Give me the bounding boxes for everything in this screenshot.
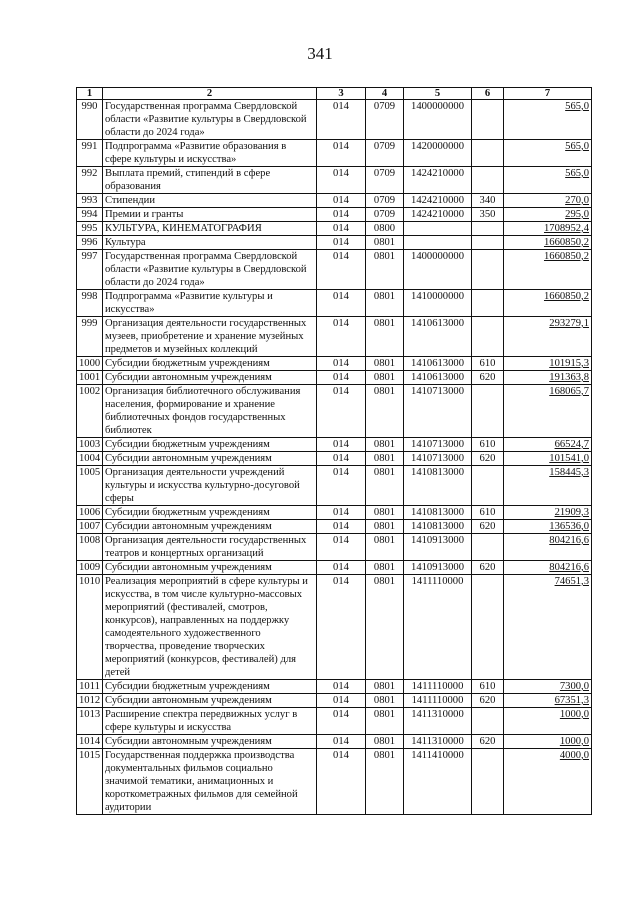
- row-number-cell: 995: [77, 222, 103, 236]
- row-name-cell: Стипендии: [103, 194, 317, 208]
- row-section-cell: 0801: [366, 561, 404, 575]
- row-code-cell: 014: [317, 575, 366, 680]
- row-amount-cell: [504, 520, 592, 534]
- row-amount-value: 1660850,2: [543, 237, 589, 248]
- table-row: [77, 100, 592, 140]
- row-amount-cell: [504, 194, 592, 208]
- row-name-cell: Государственная поддержка производства документальных фильмов социально значимой тематики, анимационных и короткометражных фильмов для семейной аудитории: [103, 749, 317, 815]
- table-row: [77, 140, 592, 167]
- row-code-cell: 014: [317, 452, 366, 466]
- row-amount-value: 565,0: [565, 101, 589, 112]
- table-row: [77, 735, 592, 749]
- table-row: [77, 680, 592, 694]
- row-number-cell: 993: [77, 194, 103, 208]
- row-amount-cell: [504, 506, 592, 520]
- row-target-cell: [404, 236, 472, 250]
- table-row: [77, 534, 592, 561]
- row-amount-cell: [504, 208, 592, 222]
- table-row: [77, 290, 592, 317]
- table-row: [77, 575, 592, 680]
- row-amount-value: 74651,3: [554, 576, 589, 587]
- row-name-cell: Организация деятельности государственных театров и концертных организаций: [103, 534, 317, 561]
- row-expense-type-cell: [472, 250, 504, 290]
- row-code-cell: 014: [317, 534, 366, 561]
- row-amount-value: 1000,0: [559, 709, 589, 720]
- row-section-cell: 0709: [366, 140, 404, 167]
- table-row: [77, 317, 592, 357]
- row-amount-value: 565,0: [565, 141, 589, 152]
- row-section-cell: 0709: [366, 167, 404, 194]
- row-target-cell: 1400000000: [404, 100, 472, 140]
- row-name-cell: Субсидии автономным учреждениям: [103, 561, 317, 575]
- row-number-cell: 991: [77, 140, 103, 167]
- row-code-cell: 014: [317, 735, 366, 749]
- row-number-cell: 1002: [77, 385, 103, 438]
- row-amount-cell: [504, 167, 592, 194]
- row-code-cell: 014: [317, 371, 366, 385]
- row-amount-value: 191363,8: [549, 372, 589, 383]
- row-expense-type-cell: 620: [472, 735, 504, 749]
- row-target-cell: 1410613000: [404, 371, 472, 385]
- row-target-cell: 1411310000: [404, 708, 472, 735]
- row-section-cell: 0801: [366, 317, 404, 357]
- row-amount-cell: [504, 371, 592, 385]
- row-expense-type-cell: [472, 534, 504, 561]
- row-section-cell: 0709: [366, 208, 404, 222]
- row-target-cell: [404, 222, 472, 236]
- row-expense-type-cell: [472, 749, 504, 815]
- row-code-cell: 014: [317, 749, 366, 815]
- row-name-cell: Государственная программа Свердловской области «Развитие культуры в Свердловской области до 2024 года»: [103, 250, 317, 290]
- row-name-cell: Расширение спектра передвижных услуг в сфере культуры и искусства: [103, 708, 317, 735]
- row-code-cell: 014: [317, 561, 366, 575]
- row-number-cell: 1005: [77, 466, 103, 506]
- table-row: [77, 561, 592, 575]
- row-code-cell: 014: [317, 438, 366, 452]
- row-code-cell: 014: [317, 506, 366, 520]
- row-code-cell: 014: [317, 385, 366, 438]
- row-section-cell: 0800: [366, 222, 404, 236]
- row-amount-value: 1000,0: [559, 736, 589, 747]
- row-number-cell: 996: [77, 236, 103, 250]
- row-amount-cell: [504, 222, 592, 236]
- row-amount-cell: [504, 385, 592, 438]
- row-expense-type-cell: 610: [472, 680, 504, 694]
- row-number-cell: 1014: [77, 735, 103, 749]
- row-section-cell: 0801: [366, 438, 404, 452]
- row-amount-value: 4000,0: [559, 750, 589, 761]
- row-code-cell: 014: [317, 100, 366, 140]
- row-amount-cell: [504, 694, 592, 708]
- row-expense-type-cell: [472, 575, 504, 680]
- row-code-cell: 014: [317, 520, 366, 534]
- row-section-cell: 0709: [366, 194, 404, 208]
- row-name-cell: Субсидии автономным учреждениям: [103, 694, 317, 708]
- table-row: [77, 236, 592, 250]
- row-amount-cell: [504, 452, 592, 466]
- row-name-cell: Субсидии автономным учреждениям: [103, 371, 317, 385]
- row-name-cell: Субсидии бюджетным учреждениям: [103, 357, 317, 371]
- row-code-cell: 014: [317, 250, 366, 290]
- row-name-cell: Субсидии бюджетным учреждениям: [103, 680, 317, 694]
- row-target-cell: 1411110000: [404, 694, 472, 708]
- row-amount-value: 101541,0: [549, 453, 589, 464]
- row-expense-type-cell: [472, 290, 504, 317]
- row-amount-cell: [504, 575, 592, 680]
- row-target-cell: 1411110000: [404, 575, 472, 680]
- table-row: [77, 506, 592, 520]
- row-expense-type-cell: [472, 140, 504, 167]
- row-name-cell: Реализация мероприятий в сфере культуры и искусства, в том числе культурно-массовых мероприятий (фестивалей, смотров, конкурсов), направленных на поддержку самодеятельного художественного творчества, проведение творческих мероприятий (конкурсов, фестивалей) для детей: [103, 575, 317, 680]
- row-amount-value: 270,0: [565, 195, 589, 206]
- row-amount-value: 1660850,2: [543, 291, 589, 302]
- row-target-cell: 1424210000: [404, 167, 472, 194]
- row-amount-value: 295,0: [565, 209, 589, 220]
- row-target-cell: 1410713000: [404, 452, 472, 466]
- row-amount-value: 168065,7: [549, 386, 589, 397]
- row-amount-cell: [504, 749, 592, 815]
- row-number-cell: 992: [77, 167, 103, 194]
- row-expense-type-cell: [472, 222, 504, 236]
- row-expense-type-cell: [472, 466, 504, 506]
- row-number-cell: 998: [77, 290, 103, 317]
- table-row: [77, 466, 592, 506]
- row-section-cell: 0801: [366, 250, 404, 290]
- table-row: [77, 167, 592, 194]
- row-code-cell: 014: [317, 222, 366, 236]
- row-amount-cell: [504, 534, 592, 561]
- header-cell: 7: [504, 88, 592, 100]
- row-section-cell: 0801: [366, 506, 404, 520]
- row-target-cell: 1410913000: [404, 534, 472, 561]
- row-number-cell: 1009: [77, 561, 103, 575]
- row-expense-type-cell: 620: [472, 694, 504, 708]
- row-name-cell: Субсидии бюджетным учреждениям: [103, 506, 317, 520]
- row-number-cell: 1003: [77, 438, 103, 452]
- row-name-cell: Подпрограмма «Развитие культуры и искусства»: [103, 290, 317, 317]
- row-name-cell: Субсидии автономным учреждениям: [103, 520, 317, 534]
- row-expense-type-cell: [472, 100, 504, 140]
- row-expense-type-cell: [472, 385, 504, 438]
- row-expense-type-cell: [472, 236, 504, 250]
- row-amount-value: 565,0: [565, 168, 589, 179]
- header-cell: 6: [472, 88, 504, 100]
- row-expense-type-cell: 610: [472, 506, 504, 520]
- table-row: [77, 520, 592, 534]
- row-number-cell: 1010: [77, 575, 103, 680]
- row-section-cell: 0801: [366, 735, 404, 749]
- row-code-cell: 014: [317, 167, 366, 194]
- row-name-cell: Выплата премий, стипендий в сфере образования: [103, 167, 317, 194]
- row-target-cell: 1410813000: [404, 466, 472, 506]
- row-code-cell: 014: [317, 140, 366, 167]
- row-amount-cell: [504, 317, 592, 357]
- row-amount-cell: [504, 561, 592, 575]
- row-amount-cell: [504, 680, 592, 694]
- row-expense-type-cell: 340: [472, 194, 504, 208]
- row-section-cell: 0801: [366, 534, 404, 561]
- row-amount-value: 101915,3: [549, 358, 589, 369]
- row-name-cell: Субсидии автономным учреждениям: [103, 452, 317, 466]
- table-row: [77, 222, 592, 236]
- table-row: [77, 385, 592, 438]
- row-number-cell: 997: [77, 250, 103, 290]
- row-number-cell: 1011: [77, 680, 103, 694]
- row-section-cell: 0801: [366, 371, 404, 385]
- row-number-cell: 1012: [77, 694, 103, 708]
- row-target-cell: 1410813000: [404, 520, 472, 534]
- row-amount-cell: [504, 735, 592, 749]
- row-section-cell: 0801: [366, 466, 404, 506]
- row-amount-value: 1708952,4: [543, 223, 589, 234]
- row-amount-value: 293279,1: [549, 318, 589, 329]
- row-number-cell: 1004: [77, 452, 103, 466]
- row-number-cell: 1007: [77, 520, 103, 534]
- table-row: [77, 708, 592, 735]
- row-name-cell: Организация деятельности государственных музеев, приобретение и хранение музейных предметов и музейных коллекций: [103, 317, 317, 357]
- row-code-cell: 014: [317, 208, 366, 222]
- row-amount-value: 67351,3: [554, 695, 589, 706]
- table-row: [77, 250, 592, 290]
- table-row: [77, 694, 592, 708]
- row-amount-cell: [504, 290, 592, 317]
- row-target-cell: 1411410000: [404, 749, 472, 815]
- row-section-cell: 0801: [366, 290, 404, 317]
- row-expense-type-cell: 610: [472, 438, 504, 452]
- page-number: 341: [307, 44, 333, 63]
- header-cell: 3: [317, 88, 366, 100]
- row-amount-value: 7300,0: [559, 681, 589, 692]
- row-target-cell: 1410613000: [404, 317, 472, 357]
- row-amount-value: 158445,3: [549, 467, 589, 478]
- budget-table: [76, 87, 592, 815]
- row-name-cell: Премии и гранты: [103, 208, 317, 222]
- row-section-cell: 0801: [366, 520, 404, 534]
- row-target-cell: 1411310000: [404, 735, 472, 749]
- row-target-cell: 1400000000: [404, 250, 472, 290]
- row-section-cell: 0801: [366, 452, 404, 466]
- row-section-cell: 0801: [366, 385, 404, 438]
- row-target-cell: 1410813000: [404, 506, 472, 520]
- row-amount-cell: [504, 140, 592, 167]
- row-expense-type-cell: [472, 317, 504, 357]
- row-section-cell: 0709: [366, 100, 404, 140]
- row-amount-cell: [504, 357, 592, 371]
- row-amount-value: 1660850,2: [543, 251, 589, 262]
- row-expense-type-cell: 620: [472, 520, 504, 534]
- row-number-cell: 1000: [77, 357, 103, 371]
- row-amount-value: 21909,3: [554, 507, 589, 518]
- row-expense-type-cell: 620: [472, 452, 504, 466]
- row-number-cell: 1013: [77, 708, 103, 735]
- row-target-cell: 1411110000: [404, 680, 472, 694]
- table-header-row: [77, 88, 592, 100]
- row-expense-type-cell: 610: [472, 357, 504, 371]
- row-code-cell: 014: [317, 236, 366, 250]
- row-amount-cell: [504, 236, 592, 250]
- row-amount-cell: [504, 250, 592, 290]
- row-expense-type-cell: 620: [472, 561, 504, 575]
- row-target-cell: 1410713000: [404, 385, 472, 438]
- row-number-cell: 994: [77, 208, 103, 222]
- row-section-cell: 0801: [366, 749, 404, 815]
- row-code-cell: 014: [317, 694, 366, 708]
- row-target-cell: 1420000000: [404, 140, 472, 167]
- row-amount-value: 804216,6: [549, 562, 589, 573]
- row-expense-type-cell: [472, 708, 504, 735]
- row-section-cell: 0801: [366, 708, 404, 735]
- table-row: [77, 208, 592, 222]
- table-row: [77, 749, 592, 815]
- table-row: [77, 452, 592, 466]
- row-amount-value: 136536,0: [549, 521, 589, 532]
- table-body: [77, 100, 592, 815]
- header-cell: 2: [103, 88, 317, 100]
- header-cell: 4: [366, 88, 404, 100]
- row-target-cell: 1424210000: [404, 208, 472, 222]
- row-number-cell: 1015: [77, 749, 103, 815]
- row-name-cell: Субсидии бюджетным учреждениям: [103, 438, 317, 452]
- row-amount-cell: [504, 438, 592, 452]
- row-expense-type-cell: 620: [472, 371, 504, 385]
- table-row: [77, 371, 592, 385]
- row-name-cell: Организация деятельности учреждений культуры и искусства культурно-досуговой сферы: [103, 466, 317, 506]
- row-number-cell: 1006: [77, 506, 103, 520]
- row-section-cell: 0801: [366, 236, 404, 250]
- row-target-cell: 1424210000: [404, 194, 472, 208]
- row-amount-cell: [504, 708, 592, 735]
- row-code-cell: 014: [317, 357, 366, 371]
- row-amount-value: 66524,7: [554, 439, 589, 450]
- row-amount-cell: [504, 100, 592, 140]
- row-target-cell: 1410913000: [404, 561, 472, 575]
- row-section-cell: 0801: [366, 575, 404, 680]
- row-code-cell: 014: [317, 708, 366, 735]
- row-name-cell: Субсидии автономным учреждениям: [103, 735, 317, 749]
- header-cell: 5: [404, 88, 472, 100]
- table-row: [77, 357, 592, 371]
- row-section-cell: 0801: [366, 680, 404, 694]
- row-number-cell: 1008: [77, 534, 103, 561]
- row-target-cell: 1410000000: [404, 290, 472, 317]
- row-name-cell: КУЛЬТУРА, КИНЕМАТОГРАФИЯ: [103, 222, 317, 236]
- row-number-cell: 990: [77, 100, 103, 140]
- row-name-cell: Государственная программа Свердловской области «Развитие культуры в Свердловской области до 2024 года»: [103, 100, 317, 140]
- row-expense-type-cell: 350: [472, 208, 504, 222]
- row-code-cell: 014: [317, 290, 366, 317]
- header-cell: 1: [77, 88, 103, 100]
- row-code-cell: 014: [317, 466, 366, 506]
- row-target-cell: 1410713000: [404, 438, 472, 452]
- row-amount-cell: [504, 466, 592, 506]
- row-section-cell: 0801: [366, 694, 404, 708]
- row-amount-value: 804216,6: [549, 535, 589, 546]
- row-name-cell: Организация библиотечного обслуживания населения, формирование и хранение библиотечных фондов государственных библиотек: [103, 385, 317, 438]
- table-row: [77, 438, 592, 452]
- row-number-cell: 999: [77, 317, 103, 357]
- row-expense-type-cell: [472, 167, 504, 194]
- row-code-cell: 014: [317, 317, 366, 357]
- row-name-cell: Культура: [103, 236, 317, 250]
- row-section-cell: 0801: [366, 357, 404, 371]
- row-code-cell: 014: [317, 194, 366, 208]
- row-number-cell: 1001: [77, 371, 103, 385]
- row-target-cell: 1410613000: [404, 357, 472, 371]
- table-row: [77, 194, 592, 208]
- row-name-cell: Подпрограмма «Развитие образования в сфере культуры и искусства»: [103, 140, 317, 167]
- row-code-cell: 014: [317, 680, 366, 694]
